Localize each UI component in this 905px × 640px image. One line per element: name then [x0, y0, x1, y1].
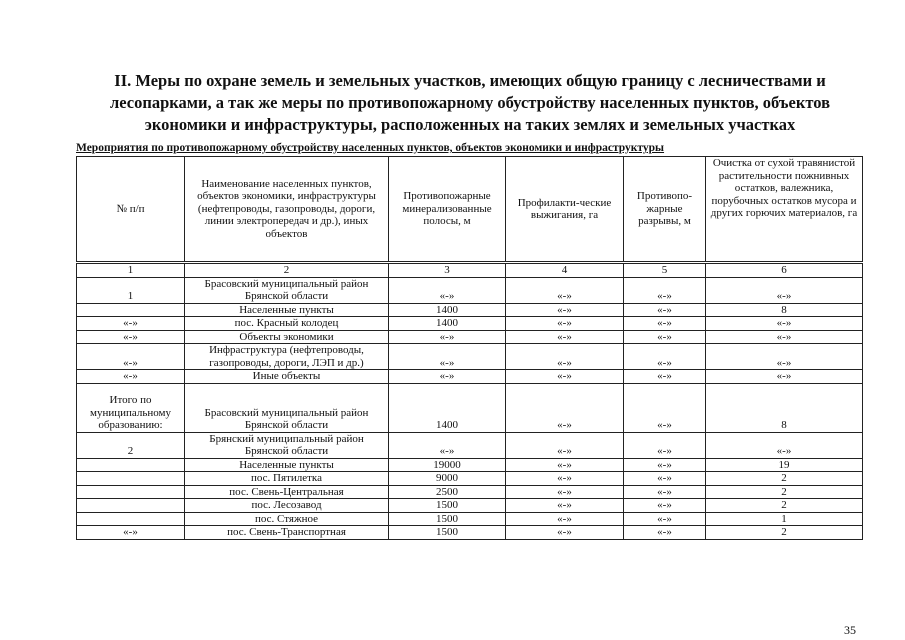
measures-table: [76, 156, 863, 540]
table-row: [77, 526, 863, 540]
table-cell: [77, 458, 185, 472]
table-cell: «-»: [624, 317, 706, 331]
table-cell: Населенные пункты: [185, 458, 389, 472]
table-row: [77, 499, 863, 513]
table-cell: пос. Лесозавод: [185, 499, 389, 513]
table-cell: [77, 485, 185, 499]
table-cell: 9000: [389, 472, 506, 486]
table-cell: 1: [77, 277, 185, 303]
header-cell: Очистка от сухой травянистой растительности пожнивных остатков, валежника, порубочных остатков мусора и других горючих материалов, га: [706, 157, 863, 263]
table-cell: [77, 303, 185, 317]
table-cell: «-»: [706, 370, 863, 384]
table-cell: «-»: [389, 277, 506, 303]
table-cell: Объекты экономики: [185, 330, 389, 344]
table-cell: «-»: [506, 526, 624, 540]
table-row: [77, 330, 863, 344]
table-row: [77, 277, 863, 303]
table-cell: 1400: [389, 383, 506, 432]
table-cell: 2500: [389, 485, 506, 499]
table-cell: «-»: [624, 344, 706, 370]
heading-line-1: II. Меры по охране земель и земельных участков, имеющих общую границу с лесничествами и: [114, 71, 826, 90]
table-cell: «-»: [624, 432, 706, 458]
heading-line-3: экономики и инфраструктуры, расположенных на таких землях и земельных участках: [144, 115, 796, 134]
table-row: [77, 458, 863, 472]
table-cell: «-»: [706, 432, 863, 458]
table-cell: «-»: [624, 277, 706, 303]
header-cell: Профилакти-ческие выжигания, га: [506, 157, 624, 263]
table-cell: 8: [706, 303, 863, 317]
table-cell: 1500: [389, 512, 506, 526]
table-cell: «-»: [706, 277, 863, 303]
table-row: [77, 317, 863, 331]
table-cell: 1: [706, 512, 863, 526]
table-cell: [77, 472, 185, 486]
table-cell: «-»: [506, 344, 624, 370]
table-cell: «-»: [624, 499, 706, 513]
table-cell: «-»: [389, 330, 506, 344]
table-cell: 2: [706, 499, 863, 513]
table-cell: 1400: [389, 303, 506, 317]
table-cell: 1500: [389, 499, 506, 513]
table-cell: 2: [706, 472, 863, 486]
table-cell: «-»: [389, 344, 506, 370]
table-cell: пос. Красный колодец: [185, 317, 389, 331]
table-row: [77, 485, 863, 499]
table-cell: «-»: [506, 472, 624, 486]
table-cell: «-»: [624, 383, 706, 432]
section-heading: [80, 70, 860, 136]
column-number: 2: [185, 263, 389, 278]
header-cell: Противопо-жарные разрывы, м: [624, 157, 706, 263]
table-cell: Итого по муниципальному образованию:: [77, 383, 185, 432]
table-cell: «-»: [706, 344, 863, 370]
table-cell: «-»: [506, 432, 624, 458]
column-number: 6: [706, 263, 863, 278]
table-cell: «-»: [506, 370, 624, 384]
table-row-total: [77, 383, 863, 432]
table-cell: пос. Пятилетка: [185, 472, 389, 486]
table-cell: «-»: [624, 512, 706, 526]
table-cell: [77, 512, 185, 526]
table-cell: 1500: [389, 526, 506, 540]
table-row: [77, 344, 863, 370]
table-cell: 2: [706, 485, 863, 499]
table-cell: 19: [706, 458, 863, 472]
table-cell: «-»: [506, 277, 624, 303]
table-cell: Брасовский муниципальный район Брянской области: [185, 383, 389, 432]
table-cell: 1400: [389, 317, 506, 331]
table-cell: «-»: [624, 458, 706, 472]
table-cell: «-»: [706, 330, 863, 344]
table-cell: «-»: [506, 383, 624, 432]
table-cell: 2: [77, 432, 185, 458]
table-row: [77, 432, 863, 458]
header-cell: № п/п: [77, 157, 185, 263]
table-cell: «-»: [506, 512, 624, 526]
table-cell: «-»: [77, 526, 185, 540]
table-cell: 8: [706, 383, 863, 432]
table-cell: «-»: [624, 330, 706, 344]
table-cell: пос. Свень-Транспортная: [185, 526, 389, 540]
column-number: 3: [389, 263, 506, 278]
table-cell: 19000: [389, 458, 506, 472]
table-row: [77, 303, 863, 317]
table-row: [77, 370, 863, 384]
table-cell: «-»: [624, 472, 706, 486]
table-cell: «-»: [77, 330, 185, 344]
column-number: 5: [624, 263, 706, 278]
table-cell: «-»: [506, 485, 624, 499]
table-caption: Мероприятия по противопожарному обустройству населенных пунктов, объектов экономики и инфраструктуры: [76, 142, 665, 154]
table-cell: «-»: [624, 303, 706, 317]
table-cell: «-»: [77, 370, 185, 384]
table-cell: «-»: [624, 485, 706, 499]
table-cell: «-»: [706, 317, 863, 331]
header-cell: Наименование населенных пунктов, объектов экономики, инфраструктуры (нефтепроводы, газопроводы, дороги, линии электропередач и др.), иных объектов: [185, 157, 389, 263]
table-cell: Брасовский муниципальный район Брянской области: [185, 277, 389, 303]
table-cell: пос. Стяжное: [185, 512, 389, 526]
table-cell: «-»: [624, 526, 706, 540]
table-cell: Брянский муниципальный район Брянской области: [185, 432, 389, 458]
header-cell: Противопожарные минерализованные полосы, м: [389, 157, 506, 263]
table-cell: Иные объекты: [185, 370, 389, 384]
table-cell: 2: [706, 526, 863, 540]
table-cell: «-»: [389, 432, 506, 458]
column-number: 1: [77, 263, 185, 278]
table-cell: Инфраструктура (нефтепроводы, газопроводы, дороги, ЛЭП и др.): [185, 344, 389, 370]
table-cell: «-»: [506, 330, 624, 344]
table-cell: Населенные пункты: [185, 303, 389, 317]
column-number-row: [77, 263, 863, 278]
table-header-row: [77, 157, 863, 263]
table-cell: «-»: [389, 370, 506, 384]
table-cell: пос. Свень-Центральная: [185, 485, 389, 499]
table-row: [77, 512, 863, 526]
table-row: [77, 472, 863, 486]
table-cell: «-»: [624, 370, 706, 384]
table-cell: «-»: [77, 317, 185, 331]
page-number: 35: [844, 623, 856, 637]
table-cell: «-»: [506, 317, 624, 331]
table-cell: «-»: [506, 499, 624, 513]
table-cell: «-»: [77, 344, 185, 370]
column-number: 4: [506, 263, 624, 278]
table-cell: «-»: [506, 303, 624, 317]
heading-line-2: лесопарками, а так же меры по противопожарному обустройству населенных пунктов, объектов: [110, 93, 830, 112]
table-cell: «-»: [506, 458, 624, 472]
table-cell: [77, 499, 185, 513]
